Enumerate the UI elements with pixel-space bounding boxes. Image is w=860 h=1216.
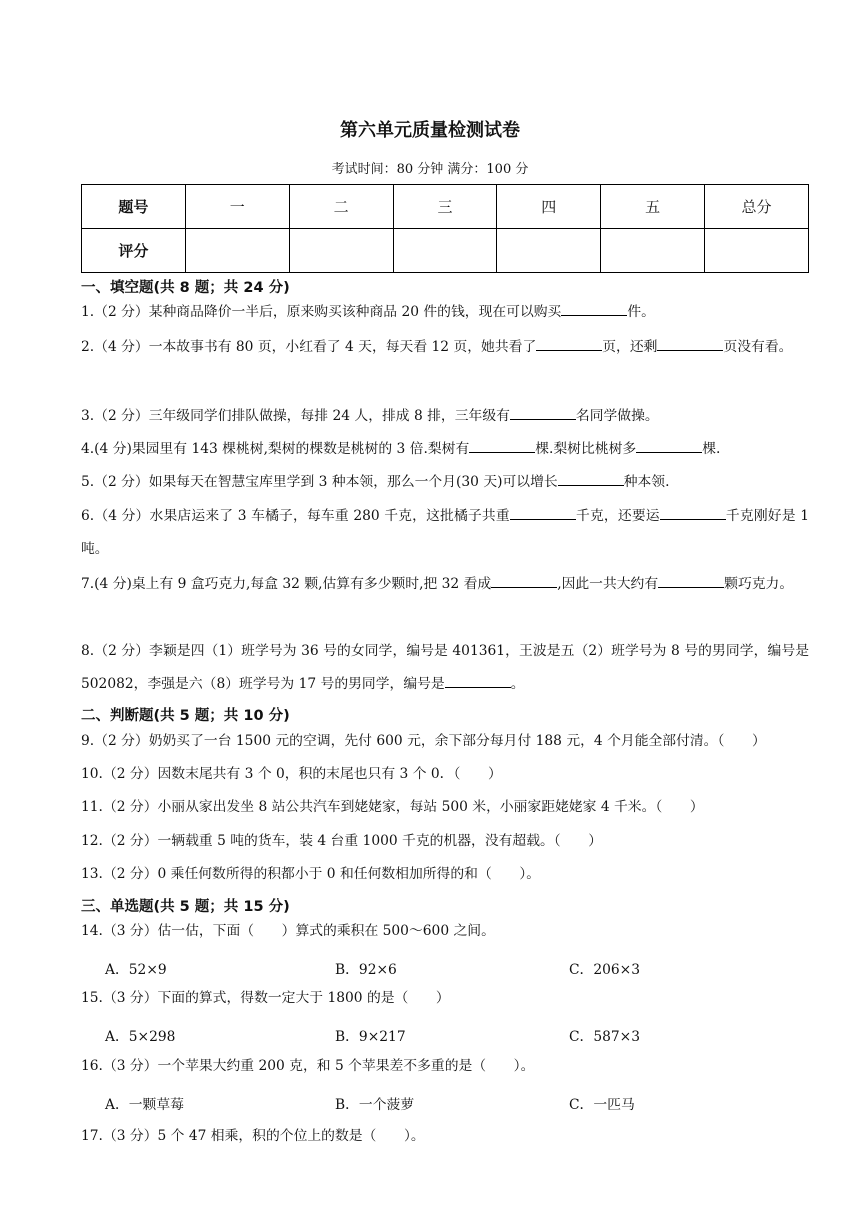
answer-blank [658,573,724,588]
question-9: 9.（2 分）奶奶买了一台 1500 元的空调，先付 600 元，余下部分每月付 188 元，4 个月能全部付清。（ ） [81,733,766,749]
page-title: 第六单元质量检测试卷 [340,120,520,141]
option-a: A．5×298 [105,1029,176,1045]
question-text: 5.（2 分）如果每天在智慧宝库里学到 3 种本领，那么一个月(30 天)可以增长 [81,474,558,490]
score-cell: 四 [497,185,601,229]
exam-info: 考试时间：80 分钟 满分：100 分 [331,162,529,177]
section-heading: 三、单选题(共 5 题；共 15 分) [81,899,290,915]
question-16: 16.（3 分）一个苹果大约重 200 克，和 5 个苹果差不多重的是（ ）。 [81,1058,535,1074]
score-cell [289,229,393,273]
option-b: B．9×217 [335,1029,406,1045]
question-text: 1.（2 分）某种商品降价一半后，原来购买该种商品 20 件的钱，现在可以购买 [81,304,562,320]
question-13: 13.（2 分）0 乘任何数所得的积都小于 0 和任何数相加所得的和（ ）。 [81,866,541,882]
question-text: 页没有看。 [723,339,793,355]
option-c: C．587×3 [569,1029,641,1045]
score-cell [185,229,289,273]
score-cell: 三 [393,185,497,229]
score-cell: 一 [185,185,289,229]
answer-blank [445,673,511,688]
option-b: B．92×6 [335,962,397,978]
score-cell: 五 [601,185,705,229]
score-cell: 题号 [82,185,186,229]
question-text: 3.（2 分）三年级同学们排队做操，每排 24 人，排成 8 排，三年级有 [81,408,510,424]
question-text: 棵.梨树比桃树多 [535,441,637,457]
answer-blank [636,438,702,453]
answer-blank [558,471,624,486]
question-text: 页，还剩 [602,339,658,355]
answer-blank [561,301,627,316]
question-17: 17.（3 分）5 个 47 相乘，积的个位上的数是（ ）。 [81,1128,425,1144]
question-11: 11.（2 分）小丽从家出发坐 8 站公共汽车到姥姥家，每站 500 米，小丽家距姥姥家 4 千米。（ ） [81,799,704,815]
section-heading: 二、判断题(共 5 题；共 10 分) [81,708,290,724]
question-text: 2.（4 分）一本故事书有 80 页，小红看了 4 天，每天看 12 页，她共看了 [81,339,537,355]
answer-blank [536,336,602,351]
option-c: C．206×3 [569,962,641,978]
question-5 [81,466,809,499]
score-cell [705,229,809,273]
score-cell [393,229,497,273]
score-cell: 评分 [82,229,186,273]
score-cell: 二 [289,185,393,229]
question-text: 4.(4 分)果园里有 143 棵桃树,梨树的棵数是桃树的 3 倍.梨树有 [81,441,470,457]
score-table-score-row [82,229,809,273]
score-cell: 总分 [705,185,809,229]
question-7 [81,568,809,601]
question-4 [81,433,809,466]
question-8 [81,635,809,701]
question-12: 12.（2 分）一辆载重 5 吨的货车，装 4 台重 1000 千克的机器，没有超载。（ ） [81,833,603,849]
question-3 [81,400,809,433]
answer-blank [660,505,726,520]
question-text: 千克刚好是 1 吨。 [81,508,810,557]
score-table [81,184,809,273]
question-15: 15.（3 分）下面的算式，得数一定大于 1800 的是（ ） [81,990,450,1006]
question-text: ,因此一共大约有 [557,576,659,592]
question-14: 14.（3 分）估一估，下面（ ）算式的乘积在 500～600 之间。 [81,923,495,939]
answer-blank [491,573,557,588]
question-text: 颗巧克力。 [724,576,794,592]
question-text: 7.(4 分)桌上有 9 盒巧克力,每盒 32 颗,估算有多少颗时,把 32 看成 [81,576,492,592]
question-text: 种本领. [623,474,670,490]
question-text: 千克，还要运 [575,508,660,524]
question-2 [81,331,809,364]
score-table-header-row [82,185,809,229]
question-1 [81,296,809,329]
score-cell [601,229,705,273]
option-b: B．一个菠萝 [335,1097,415,1113]
question-text: 件。 [627,304,655,320]
question-text: 名同学做操。 [575,408,659,424]
answer-blank [657,336,723,351]
score-cell [497,229,601,273]
option-a: A．52×9 [105,962,167,978]
question-text: 8.（2 分）李颖是四（1）班学号为 36 号的女同学，编号是 401361，王波是五（2）班学号为 8 号的男同学，编号是 502082，李强是六（8）班学号为 17 号的男同学，编号是 [81,643,809,692]
option-c: C．一匹马 [569,1097,635,1113]
question-6 [81,500,809,566]
option-a: A．一颗草莓 [105,1097,184,1113]
question-text: 。 [510,676,525,692]
answer-blank [510,405,576,420]
section-heading: 一、填空题(共 8 题；共 24 分) [81,280,290,296]
answer-blank [469,438,535,453]
question-text: 6.（4 分）水果店运来了 3 车橘子，每车重 280 千克，这批橘子共重 [81,508,510,524]
question-10: 10.（2 分）因数末尾共有 3 个 0，积的末尾也只有 3 个 0．（ ） [81,766,502,782]
answer-blank [510,505,576,520]
question-text: 棵. [702,441,721,457]
